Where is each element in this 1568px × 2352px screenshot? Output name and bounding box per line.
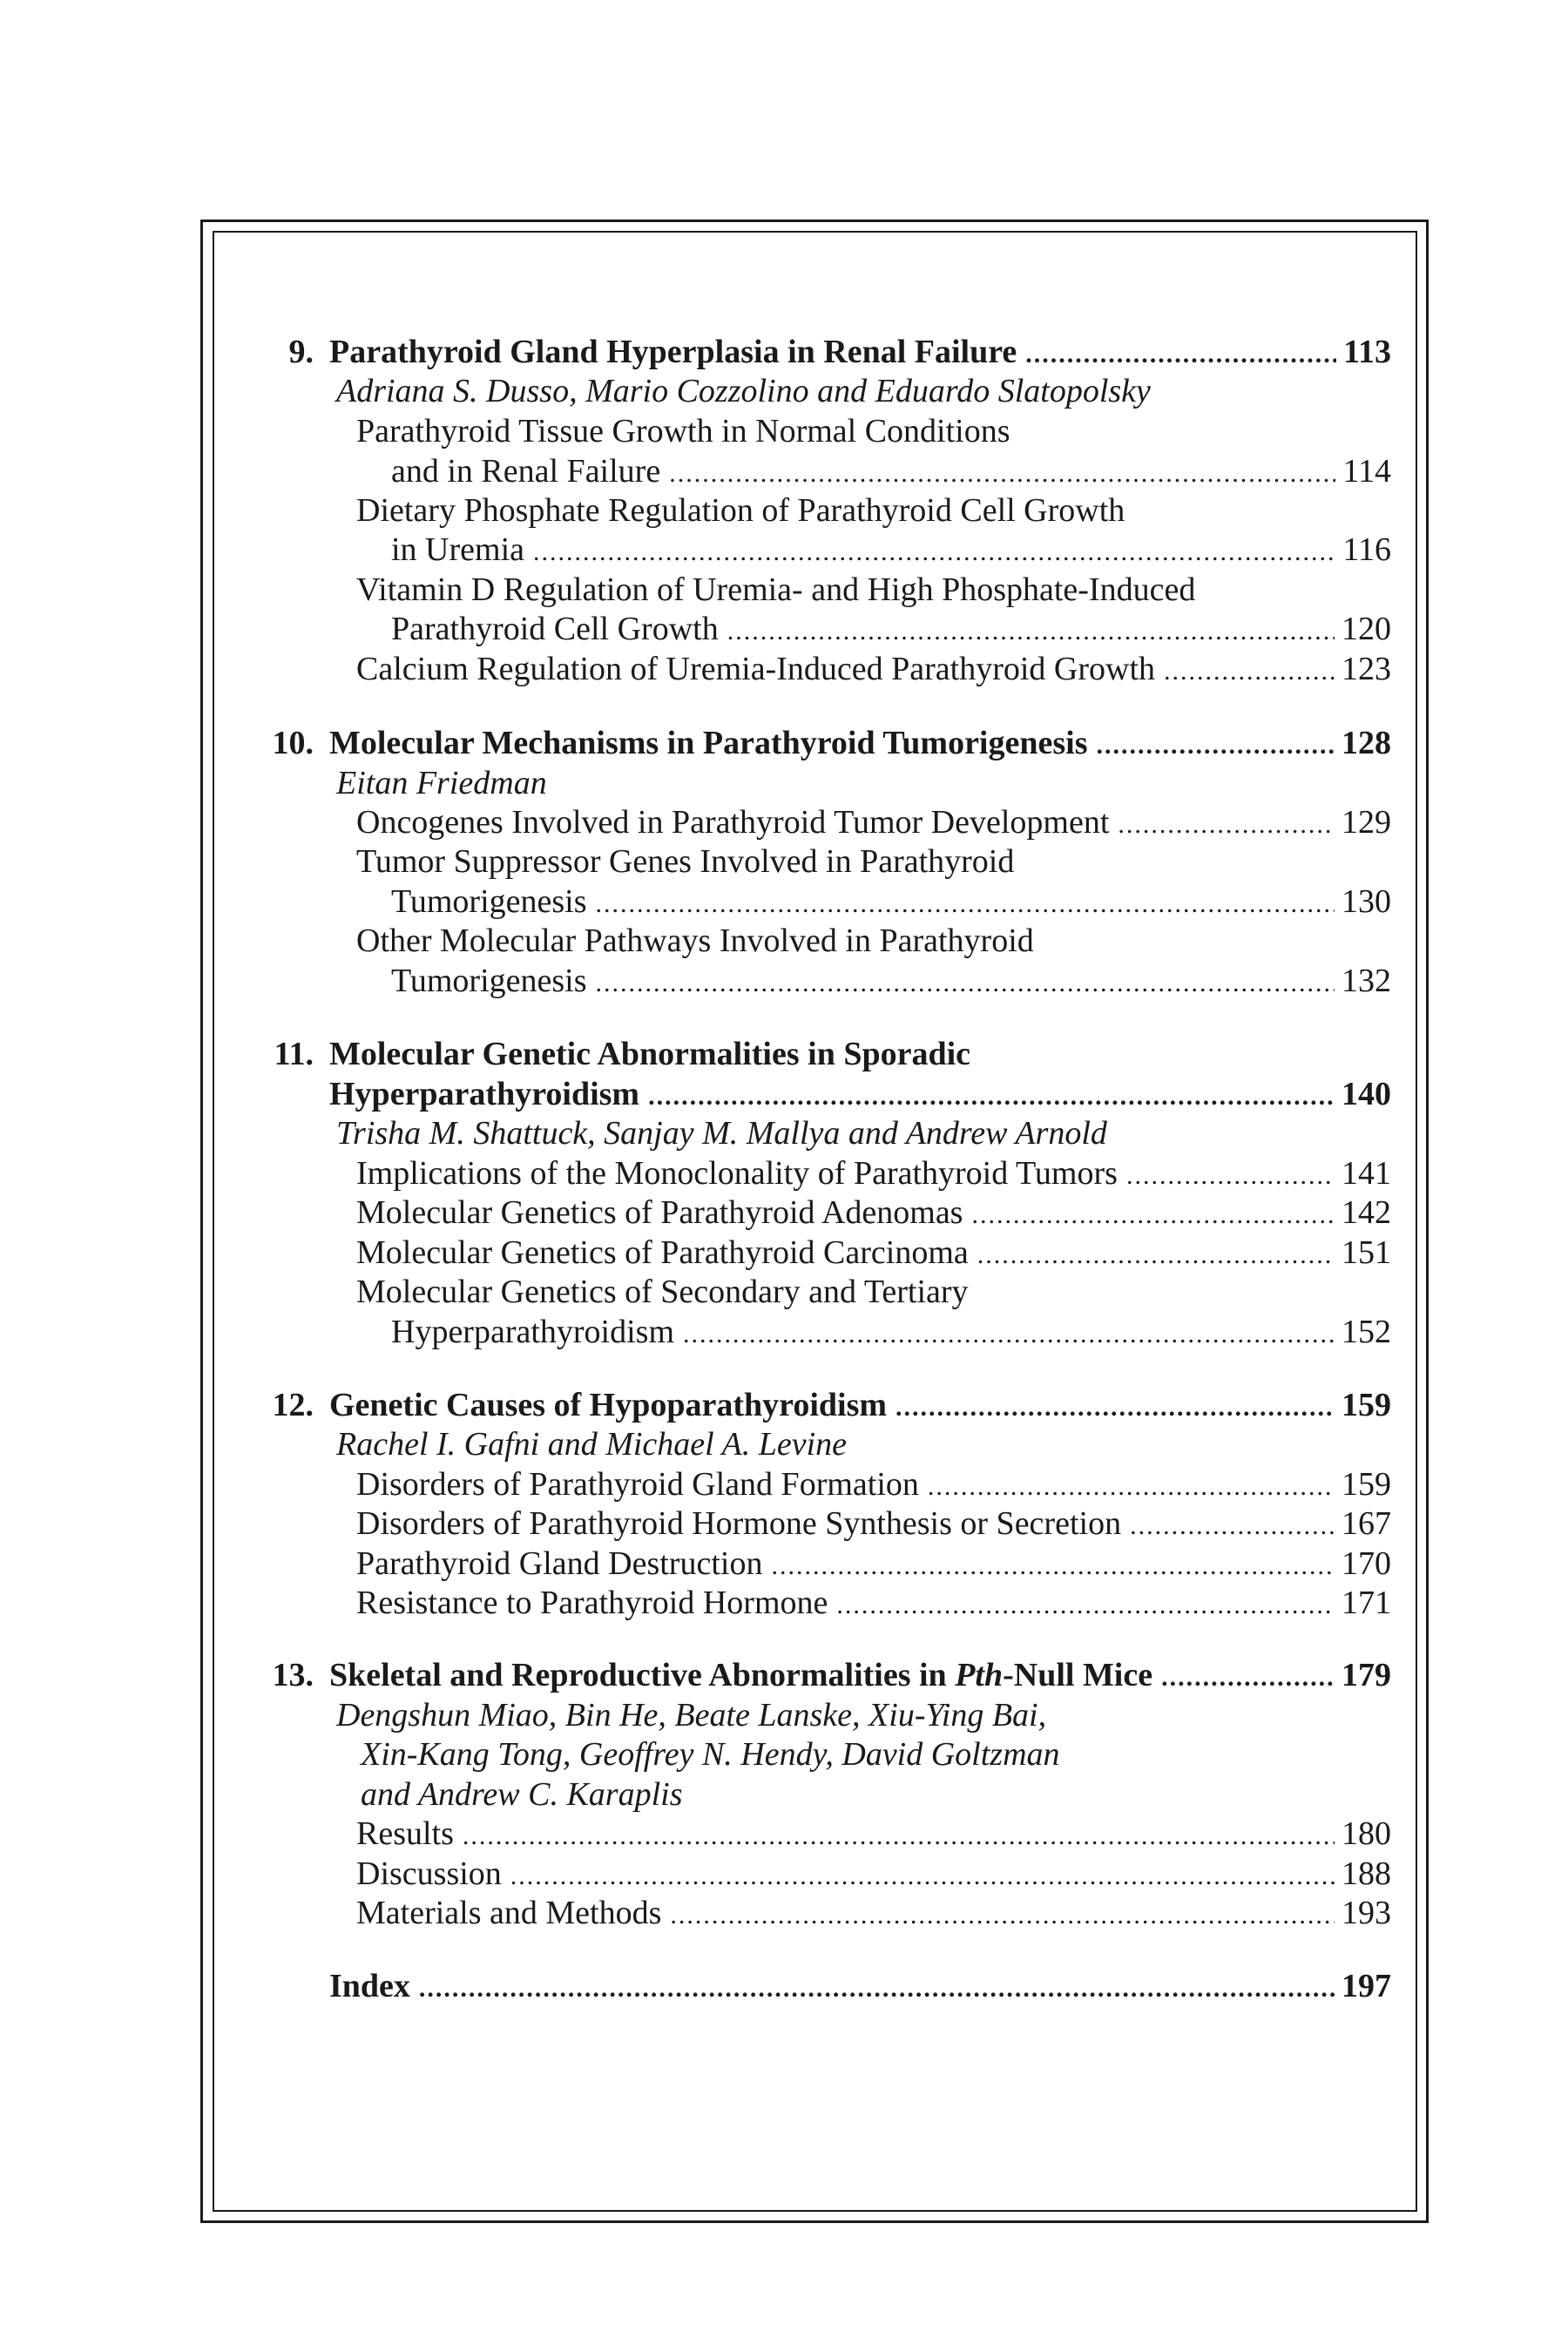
dot-leader bbox=[771, 1546, 1335, 1586]
page-number: 159 bbox=[1342, 1387, 1391, 1423]
dot-leader bbox=[648, 1077, 1335, 1117]
dot-leader bbox=[683, 1315, 1335, 1355]
chapter-number: 12. bbox=[272, 1387, 314, 1423]
page-number: 130 bbox=[1342, 883, 1391, 920]
chapter-title-entry[interactable] bbox=[329, 1385, 1391, 1425]
chapter-number: 9. bbox=[288, 334, 314, 370]
dot-leader bbox=[971, 1195, 1335, 1235]
section-title: Materials and Methods bbox=[356, 1895, 662, 1931]
chapter-number: 13. bbox=[272, 1657, 314, 1693]
page-number: 128 bbox=[1342, 725, 1391, 761]
section-entry[interactable] bbox=[356, 1193, 1391, 1233]
section-entry[interactable] bbox=[391, 882, 1391, 922]
section-entry[interactable] bbox=[356, 1504, 1391, 1544]
dot-leader bbox=[727, 612, 1335, 652]
chapter-title: Parathyroid Gland Hyperplasia in Renal Failure bbox=[329, 334, 1017, 370]
section-title: Tumorigenesis bbox=[391, 963, 587, 999]
page-number: 140 bbox=[1342, 1076, 1391, 1112]
chapter-authors: Eitan Friedman bbox=[336, 765, 547, 801]
chapter-title-entry[interactable] bbox=[329, 332, 1391, 372]
dot-leader bbox=[1161, 1658, 1335, 1698]
chapter-title: Molecular Mechanisms in Parathyroid Tumorigenesis bbox=[329, 725, 1088, 761]
dot-leader bbox=[670, 1896, 1335, 1936]
page-number: 167 bbox=[1342, 1505, 1391, 1542]
dot-leader bbox=[977, 1235, 1335, 1275]
page-number: 132 bbox=[1342, 963, 1391, 999]
page-number: 151 bbox=[1342, 1234, 1391, 1271]
page-number: 159 bbox=[1342, 1466, 1391, 1503]
page-number: 188 bbox=[1342, 1855, 1391, 1892]
section-entry[interactable] bbox=[356, 802, 1391, 842]
chapter-authors-line2: Xin-Kang Tong, Geoffrey N. Hendy, David Goltzman bbox=[361, 1736, 1060, 1773]
chapter-number: 10. bbox=[272, 725, 314, 761]
page-number: 129 bbox=[1342, 804, 1391, 841]
page-number: 171 bbox=[1342, 1585, 1391, 1621]
section-entry[interactable] bbox=[356, 1583, 1391, 1623]
dot-leader bbox=[896, 1388, 1335, 1428]
page-number: 152 bbox=[1342, 1314, 1391, 1350]
section-title: Disorders of Parathyroid Gland Formation bbox=[356, 1466, 919, 1503]
dot-leader bbox=[1097, 726, 1335, 766]
section-entry[interactable] bbox=[356, 1464, 1391, 1504]
section-entry[interactable] bbox=[356, 1893, 1391, 1933]
chapter-title-italic: Pth bbox=[955, 1657, 1004, 1693]
section-entry-line1: Tumor Suppressor Genes Involved in Parathyroid bbox=[356, 843, 1015, 880]
page-number: 123 bbox=[1342, 651, 1391, 687]
chapter-authors: Adriana S. Dusso, Mario Cozzolino and Eduardo Slatopolsky bbox=[336, 373, 1151, 409]
dot-leader bbox=[1118, 805, 1335, 845]
section-title: Molecular Genetics of Parathyroid Carcinoma bbox=[356, 1234, 969, 1271]
section-title: Hyperparathyroidism bbox=[391, 1314, 675, 1350]
section-title: Disorders of Parathyroid Hormone Synthesis or Secretion bbox=[356, 1505, 1122, 1542]
chapter-title-entry[interactable] bbox=[329, 723, 1391, 763]
dot-leader bbox=[1126, 1156, 1335, 1196]
dot-leader bbox=[1130, 1506, 1335, 1546]
page-number: 113 bbox=[1343, 334, 1391, 370]
section-entry[interactable] bbox=[391, 451, 1391, 491]
chapter-title: Genetic Causes of Hypoparathyroidism bbox=[329, 1387, 888, 1423]
chapter-title-line1: Molecular Genetic Abnormalities in Sporadic bbox=[329, 1036, 971, 1072]
page-number: 114 bbox=[1342, 453, 1391, 490]
dot-leader bbox=[596, 884, 1335, 924]
section-entry-line1: Vitamin D Regulation of Uremia- and High Phosphate-Induced bbox=[356, 571, 1196, 608]
page-number: 120 bbox=[1342, 611, 1391, 647]
page-number: 141 bbox=[1342, 1155, 1391, 1192]
section-entry[interactable] bbox=[356, 1544, 1391, 1584]
page-number: 116 bbox=[1342, 531, 1391, 568]
dot-leader bbox=[463, 1816, 1335, 1856]
dot-leader bbox=[419, 1969, 1335, 2009]
page-number: 170 bbox=[1342, 1545, 1391, 1582]
dot-leader bbox=[533, 532, 1335, 572]
section-title: Parathyroid Cell Growth bbox=[391, 611, 719, 647]
dot-leader bbox=[669, 454, 1335, 494]
dot-leader bbox=[928, 1467, 1335, 1507]
page-number: 142 bbox=[1342, 1194, 1391, 1231]
section-entry[interactable] bbox=[356, 1814, 1391, 1854]
dot-leader bbox=[836, 1585, 1335, 1625]
section-title: and in Renal Failure bbox=[391, 453, 661, 490]
chapter-number: 11. bbox=[274, 1036, 314, 1072]
section-title: in Uremia bbox=[391, 531, 525, 568]
section-title: Discussion bbox=[356, 1855, 502, 1892]
section-entry[interactable] bbox=[391, 609, 1391, 649]
section-title: Implications of the Monoclonality of Parathyroid Tumors bbox=[356, 1155, 1118, 1192]
index-entry[interactable] bbox=[329, 1966, 1391, 2006]
index-title: Index bbox=[329, 1968, 410, 2004]
dot-leader bbox=[596, 963, 1335, 1004]
chapter-title-part: Skeletal and Reproductive Abnormalities in bbox=[329, 1657, 956, 1693]
section-entry[interactable] bbox=[356, 1854, 1391, 1894]
section-title: Molecular Genetics of Parathyroid Adenomas bbox=[356, 1194, 963, 1231]
dot-leader bbox=[1164, 652, 1335, 692]
section-title: Calcium Regulation of Uremia-Induced Parathyroid Growth bbox=[356, 651, 1156, 687]
chapter-authors-line3: and Andrew C. Karaplis bbox=[361, 1776, 683, 1813]
chapter-title-entry[interactable] bbox=[329, 1655, 1391, 1695]
page-number: 180 bbox=[1342, 1815, 1391, 1852]
section-entry-line1: Molecular Genetics of Secondary and Tertiary bbox=[356, 1274, 969, 1310]
chapter-authors: Rachel I. Gafni and Michael A. Levine bbox=[336, 1426, 848, 1463]
section-entry[interactable] bbox=[356, 1233, 1391, 1273]
section-entry[interactable] bbox=[391, 530, 1391, 570]
dot-leader bbox=[1025, 335, 1336, 375]
chapter-authors: Trisha M. Shattuck, Sanjay M. Mallya and Andrew Arnold bbox=[336, 1115, 1107, 1152]
page-number: 179 bbox=[1342, 1657, 1391, 1693]
chapter-title bbox=[329, 1655, 1152, 1695]
chapter-authors-line1: Dengshun Miao, Bin He, Beate Lanske, Xiu-Ying Bai, bbox=[336, 1697, 1047, 1734]
section-entry[interactable] bbox=[391, 1312, 1391, 1352]
section-entry[interactable] bbox=[356, 1153, 1391, 1193]
chapter-title-entry[interactable] bbox=[329, 1074, 1391, 1114]
section-title: Tumorigenesis bbox=[391, 883, 587, 920]
page-number: 197 bbox=[1342, 1968, 1391, 2004]
section-title: Resistance to Parathyroid Hormone bbox=[356, 1585, 828, 1621]
section-entry-line1: Other Molecular Pathways Involved in Parathyroid bbox=[356, 923, 1034, 959]
section-entry-line1: Parathyroid Tissue Growth in Normal Conditions bbox=[356, 413, 1010, 449]
section-entry[interactable] bbox=[356, 649, 1391, 689]
chapter-title: Hyperparathyroidism bbox=[329, 1076, 640, 1112]
section-title: Oncogenes Involved in Parathyroid Tumor Development bbox=[356, 804, 1110, 841]
section-entry[interactable] bbox=[391, 961, 1391, 1001]
dot-leader bbox=[510, 1856, 1335, 1896]
section-title: Parathyroid Gland Destruction bbox=[356, 1545, 763, 1582]
section-entry-line1: Dietary Phosphate Regulation of Parathyroid Cell Growth bbox=[356, 492, 1125, 529]
section-title: Results bbox=[356, 1815, 454, 1852]
page-number: 193 bbox=[1342, 1895, 1391, 1931]
chapter-title-part: -Null Mice bbox=[1003, 1657, 1153, 1693]
